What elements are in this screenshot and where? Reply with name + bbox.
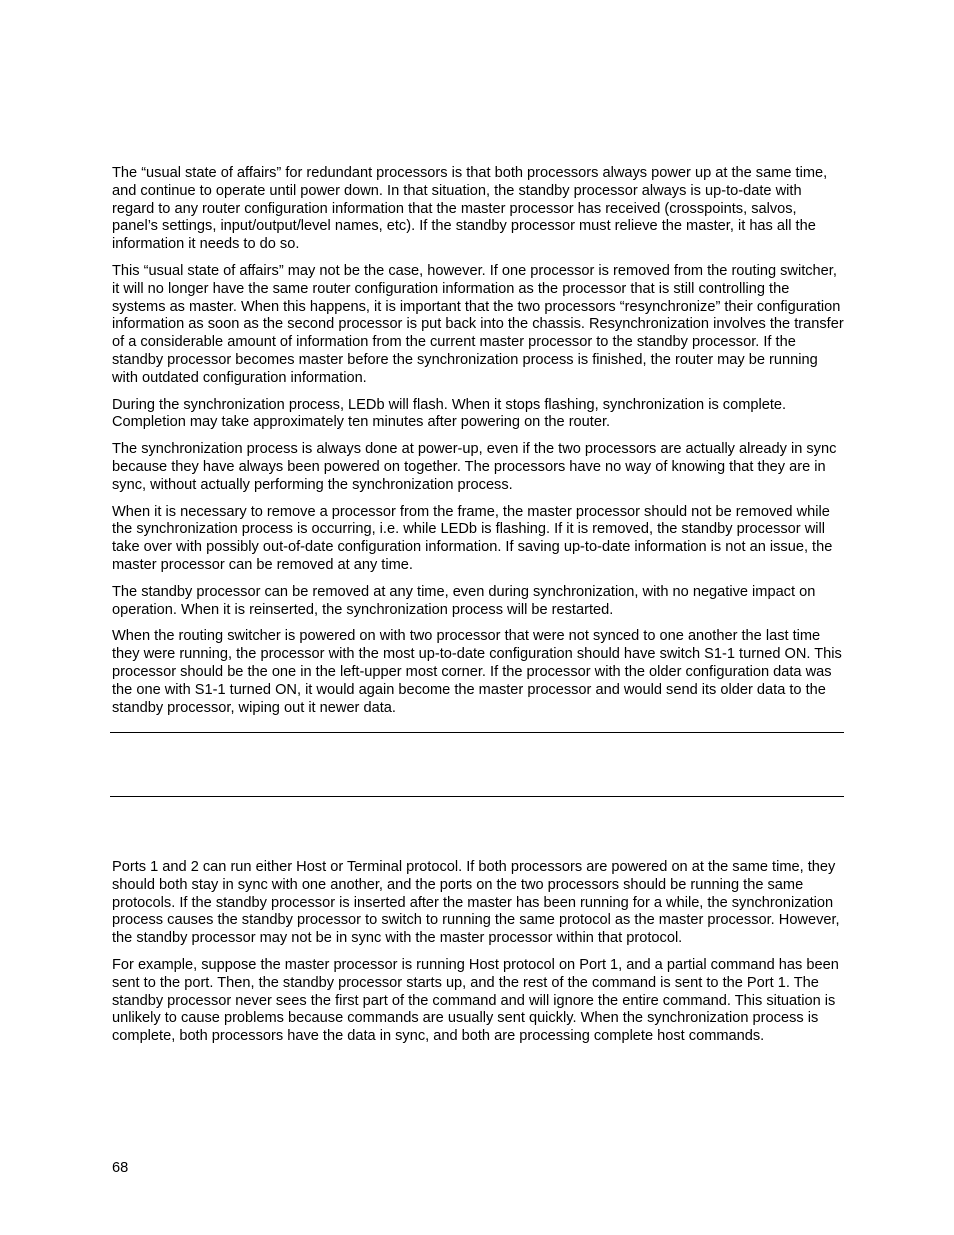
page-number: 68 [112,1160,129,1176]
horizontal-divider [110,732,844,733]
paragraph: When the routing switcher is powered on with two processor that were not synced to one another the last time they were running, the processor with the most up-to-date configuration should have switch S1-1 turned ON. This processor should be the one in the left-upper most corner. If the processor with the older configuration data was the one with S1-1 turned ON, it would again become the master processor and would send its older data to the standby processor, wiping out it newer data. [112,628,842,716]
paragraph: Ports 1 and 2 can run either Host or Terminal protocol. If both processors are powered on at the same time, they should both stay in sync with one another, and the ports on the two processors should be running the same protocols. If the standby processor is inserted after the master has been running for a while, the synchronization process causes the standby processor to switch to running the same protocol as the master processor. However, the standby processor may not be in sync with the master processor within that protocol. [112,859,840,947]
paragraph: During the synchronization process, LEDb will flash. When it stops flashing, synchronization is complete. Completion may take approximately ten minutes after powering on the router. [112,396,787,431]
paragraph: The standby processor can be removed at any time, even during synchronization, with no negative impact on operation. When it is reinserted, the synchronization process will be restarted. [112,583,816,618]
section-processor-synchronization [112,165,844,726]
paragraph: This “usual state of affairs” may not be the case, however. If one processor is removed from the routing switcher, it will no longer have the same router configuration information as the processor that is still controlling the systems as master. When this happens, it is important that the two processors “resynchronize” their configuration information as soon as the second processor is put back into the chassis. Resynchronization involves the transfer of a considerable amount of information from the current master processor to the standby processor. If the standby processor becomes master before the synchronization process is finished, the router may be running with outdated configuration information. [112,262,844,386]
paragraph: The “usual state of affairs” for redundant processors is that both processors always power up at the same time, and continue to operate until power down. In that situation, the standby processor always is up-to-date with regard to any router configuration information that the master processor has received (crosspoints, salvos, panel’s settings, input/output/level names, etc). If the standby processor must relieve the master, it has all the information it needs to do so. [112,165,828,253]
horizontal-divider [110,796,844,797]
section-port-protocols [112,859,844,1055]
paragraph: The synchronization process is always done at power-up, even if the two processors are actually already in sync because they have always been powered on together. The processors have no way of knowing that they are in sync, without actually performing the synchronization process. [112,441,837,493]
paragraph: When it is necessary to remove a processor from the frame, the master processor should not be removed while the synchronization process is occurring, i.e. while LEDb is flashing. If it is removed, the standby processor will take over with possibly out-of-date configuration information. If saving up-to-date information is not an issue, the master processor can be removed at any time. [112,503,833,573]
paragraph: For example, suppose the master processor is running Host protocol on Port 1, and a partial command has been sent to the port. Then, the standby processor starts up, and the rest of the command is sent to the Port 1. The standby processor never sees the first part of the command and will ignore the entire command. This situation is unlikely to cause problems because commands are usually sent quickly. When the synchronization process is complete, both processors have the data in sync, and both are processing complete host commands. [112,956,839,1045]
